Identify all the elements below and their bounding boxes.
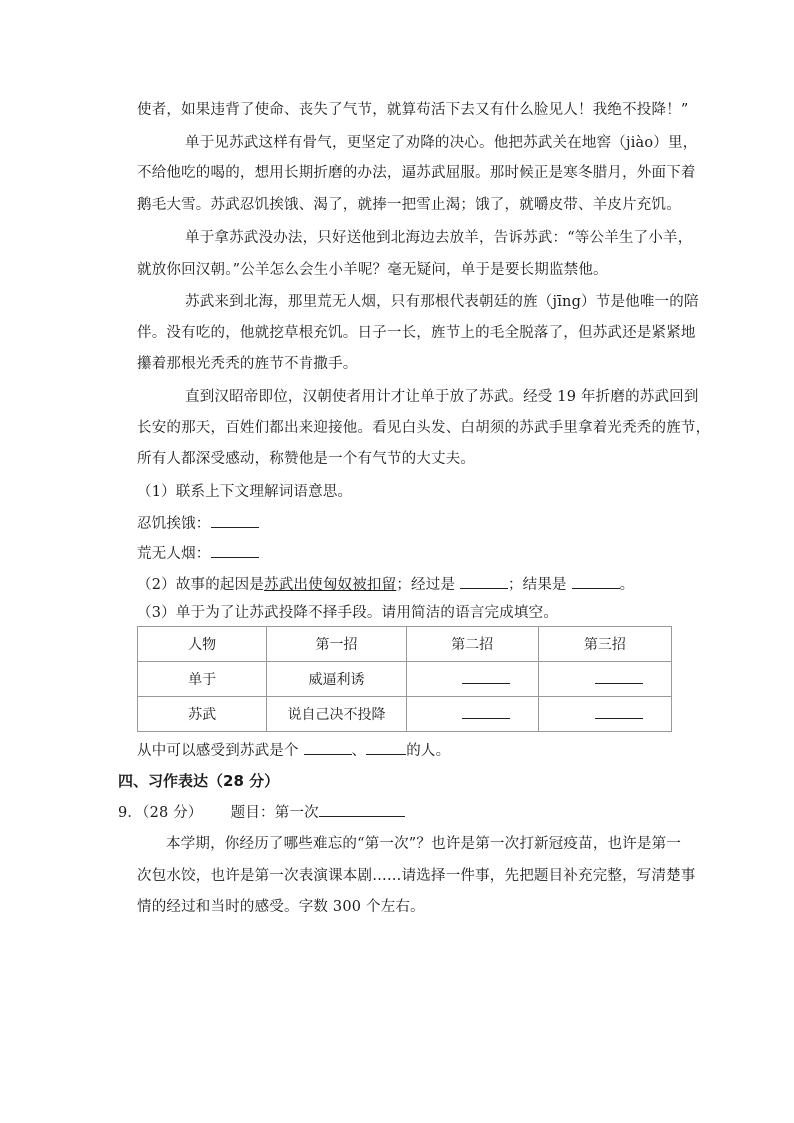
answer-blank[interactable] (211, 543, 259, 558)
question-2 (137, 574, 677, 595)
passage-line: 鹅毛大雪。苏武忍饥挨饿、渴了，就捧一把雪止渴；饿了，就嚼皮带、羊皮片充饥。 (137, 197, 681, 213)
table-cell: 说自己决不投降 (267, 697, 406, 732)
question-9-number: 9．（28 分） (118, 805, 203, 821)
passage-line: 苏武来到北海，那里荒无人烟，只有那根代表朝廷的旌（jīng）节是他唯一的陪 (185, 294, 699, 310)
answer-blank[interactable] (211, 513, 259, 528)
passage-text: 就放你回汉朝。”公羊怎么会生小羊呢？毫无疑问，单于是要长期监禁他。 (137, 262, 608, 278)
question-9-title: 题目：第一次 (230, 805, 319, 821)
passage-line: 不给他吃的喝的，想用长期折磨的办法，逼苏武屈服。那时候正是寒冬腊月，外面下着 (137, 165, 696, 181)
table-row (138, 662, 672, 697)
prompt-line: 本学期，你经历了哪些难忘的“第一次”？也许是第一次打新冠疫苗，也许是第一 (166, 836, 682, 852)
answer-blank[interactable] (366, 740, 406, 755)
answer-blank[interactable] (462, 671, 510, 684)
passage-line: 长安的那天，百姓们都出来迎接他。看见白头发、白胡须的苏武手里拿着光秃秃的旌节， (137, 420, 711, 436)
table-cell (406, 662, 538, 697)
table-cell: 苏武 (138, 697, 267, 732)
strategy-table (137, 626, 672, 732)
answer-blank[interactable] (460, 574, 508, 589)
passage-line: 单于拿苏武没办法，只好送他到北海边去放羊，告诉苏武：“等公羊生了小羊， (185, 230, 693, 246)
table-header-cell: 第三招 (538, 627, 671, 662)
table-cell (538, 662, 671, 697)
answer-blank[interactable] (462, 706, 510, 719)
passage-line: 攥着那根光秃秃的旌节不肯撒手。 (137, 356, 358, 372)
table-row (138, 697, 672, 732)
question-2-end: 。 (619, 577, 635, 593)
prompt-line: 情的经过和当时的感受。字数 300 个左右。 (137, 899, 425, 915)
table-cell: 威逼利诱 (267, 662, 406, 697)
table-cell: 单于 (138, 662, 267, 697)
question-2-underlined: 苏武出使匈奴被扣留 (264, 577, 397, 593)
table-cell (406, 697, 538, 732)
answer-blank[interactable] (595, 706, 643, 719)
passage-line (137, 260, 677, 280)
answer-blank[interactable] (572, 574, 620, 589)
conclusion-sep: 、 (351, 743, 367, 759)
question-1: （1）联系上下文理解词语意思。 (137, 484, 353, 500)
question-2-prefix: （2）故事的起因是 (137, 577, 265, 593)
table-cell (538, 697, 671, 732)
conclusion-end: 的人。 (406, 743, 451, 759)
question-2-mid: ；经过是 (396, 577, 460, 593)
passage-line: 使者，如果违背了使命、丧失了气节，就算苟活下去又有什么脸见人！我绝不投降！” (137, 102, 689, 118)
question-9 (118, 802, 658, 823)
section-4-title: 四、习作表达（28 分） (118, 772, 280, 790)
question-1-word-2 (137, 543, 677, 564)
table-header-cell: 第二招 (406, 627, 538, 662)
table-header-cell: 第一招 (267, 627, 406, 662)
question-3-conclusion (137, 740, 677, 761)
answer-blank[interactable] (595, 671, 643, 684)
answer-blank[interactable] (304, 740, 352, 755)
conclusion-prefix: 从中可以感受到苏武是个 (137, 743, 304, 759)
question-2-mid2: ；结果是 (507, 577, 572, 593)
passage-line: 伴。没有吃的，他就挖草根充饥。日子一长，旌节上的毛全脱落了，但苏武还是紧紧地 (137, 325, 696, 341)
prompt-line: 次包水饺，也许是第一次表演课本剧……请选择一件事，先把题目补充完整，写清楚事 (137, 868, 696, 884)
question-3: （3）单于为了让苏武投降不择手段。请用简洁的语言完成填空。 (137, 605, 559, 621)
word-label: 忍饥挨饿： (137, 516, 211, 532)
table-header-row (138, 627, 672, 662)
passage-line: 直到汉昭帝即位，汉朝使者用计才让单于放了苏武。经受 19 年折磨的苏武回到 (185, 389, 699, 405)
passage-line: 所有人都深受感动，称赞他是一个有气节的大丈夫。 (137, 451, 476, 467)
answer-blank[interactable] (319, 802, 405, 817)
passage-line: 单于见苏武这样有骨气，更坚定了劝降的决心。他把苏武关在地窖（jiào）里， (185, 135, 698, 151)
word-label: 荒无人烟： (137, 546, 211, 562)
table-header-cell: 人物 (138, 627, 267, 662)
question-1-word-1 (137, 513, 677, 534)
